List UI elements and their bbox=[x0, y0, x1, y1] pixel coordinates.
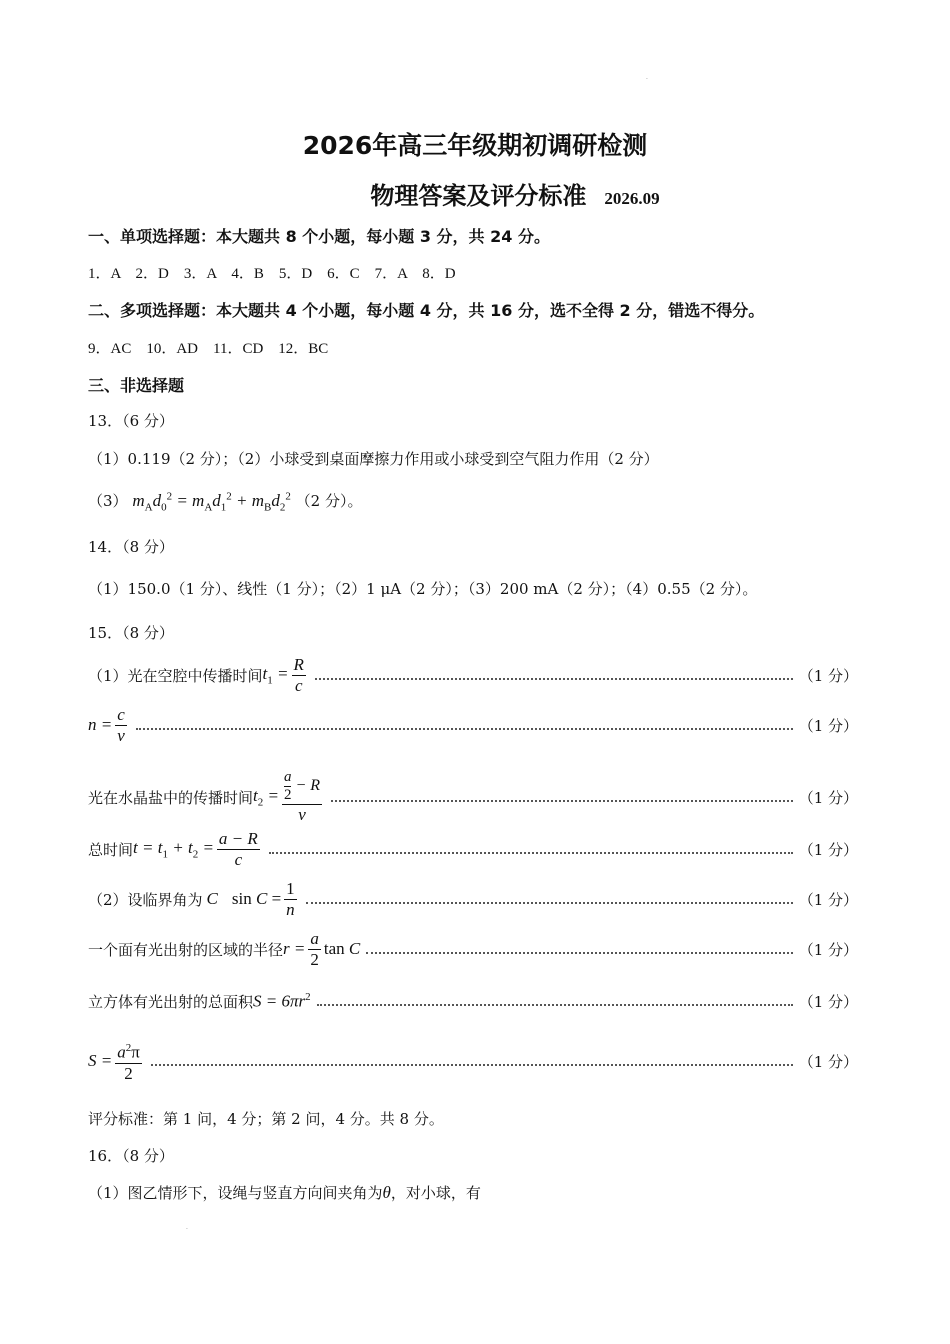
q15-row2 bbox=[88, 700, 858, 750]
q15-row3-text: 光在水晶盐中的传播时间 bbox=[88, 788, 254, 807]
q15-row1-fraction: $\frac{R}{c}$ bbox=[293, 654, 304, 695]
q15-row3 bbox=[88, 762, 858, 832]
dot-leader bbox=[317, 1004, 793, 1006]
speck-mark: · bbox=[186, 1226, 188, 1233]
q15-row5-fraction: $\frac{1}{n}$ bbox=[286, 878, 295, 919]
q15-row8-formula: S = bbox=[88, 1051, 113, 1070]
dot-leader bbox=[315, 678, 793, 680]
q15-row5-score: （1 分） bbox=[798, 890, 858, 909]
q15-row4 bbox=[88, 824, 858, 874]
section1-heading: 一、单项选择题：本大题共 8 个小题，每小题 3 分，共 24 分。 bbox=[88, 227, 550, 246]
q15-row6-score: （1 分） bbox=[798, 940, 858, 959]
q15-row1-formula: $t_1$ = bbox=[262, 663, 289, 687]
dot-leader bbox=[306, 902, 793, 904]
q15-row7 bbox=[88, 976, 858, 1026]
q13-line1: （1）0.119（2 分）；（2）小球受到桌面摩擦力作用或小球受到空气阻力作用（2 分） bbox=[88, 450, 659, 468]
q14-label: 14．（8 分） bbox=[88, 538, 174, 556]
q15-row1 bbox=[88, 650, 858, 700]
q15-row4-formula: $t = t_1 + t_2$ = bbox=[133, 837, 214, 861]
q16-label: 16．（8 分） bbox=[88, 1147, 174, 1165]
q15-row7-text: 立方体有光出射的总面积 bbox=[88, 992, 254, 1011]
dot-leader bbox=[269, 852, 793, 854]
q16-line1-b: ，对小球，有 bbox=[390, 1184, 481, 1202]
section2-heading: 二、多项选择题：本大题共 4 个小题，每小题 4 分，共 16 分，选不全得 2 分，错选不得分。 bbox=[88, 301, 765, 320]
q15-row8 bbox=[88, 1036, 858, 1086]
q15-row2-score: （1 分） bbox=[798, 716, 858, 735]
q13-line2 bbox=[88, 490, 362, 513]
q15-row5 bbox=[88, 874, 858, 924]
q15-row4-fraction: $\frac{a - R}{c}$ bbox=[218, 828, 258, 869]
q15-row6-tan: tan C bbox=[323, 939, 361, 958]
q15-row4-score: （1 分） bbox=[798, 840, 858, 859]
q15-row8-fraction: $\frac{a^2\pi}{2}$ bbox=[115, 1038, 142, 1084]
q15-row3-fraction: $\frac{a}{2}$ − R v bbox=[283, 769, 321, 824]
q13-label: 13．（6 分） bbox=[88, 412, 174, 430]
section1-answers: 1．A 2．D 3．A 4．B 5．D 6．C 7．A 8．D bbox=[88, 266, 456, 282]
q15-row6-formula: r = bbox=[283, 939, 306, 958]
q16-line1 bbox=[88, 1182, 481, 1203]
q15-row5-var: C bbox=[206, 889, 218, 908]
q13-line2-prefix: （3） bbox=[88, 492, 128, 510]
q15-row2-fraction: $\frac{c}{v}$ bbox=[117, 704, 125, 745]
q13-formula: $m_Ad_0^2 = m_Ad_1^2 + m_Bd_2^2$ bbox=[132, 490, 291, 514]
q15-row1-score: （1 分） bbox=[798, 666, 858, 685]
q15-standard: 评分标准：第 1 问，4 分；第 2 问，4 分。共 8 分。 bbox=[88, 1110, 444, 1128]
q15-row5-formula: sin C = bbox=[231, 889, 282, 908]
q15-row7-score: （1 分） bbox=[798, 992, 858, 1011]
q15-row5-text: （2）设临界角为 bbox=[88, 890, 203, 909]
q15-row8-score: （1 分） bbox=[798, 1052, 858, 1071]
q15-row3-formula: $t_2$ = bbox=[253, 785, 279, 809]
page-subtitle bbox=[40, 176, 950, 211]
q15-row4-text: 总时间 bbox=[88, 840, 134, 859]
subtitle-text: 物理答案及评分标准 bbox=[370, 182, 587, 210]
speck-mark: · bbox=[646, 76, 648, 83]
q15-row6-text: 一个面有光出射的区域的半径 bbox=[88, 940, 284, 959]
dot-leader bbox=[136, 728, 793, 730]
q15-row2-formula: n = bbox=[88, 715, 113, 734]
dot-leader bbox=[151, 1064, 793, 1066]
q15-row1-text: （1）光在空腔中传播时间 bbox=[88, 666, 263, 685]
theta-symbol: θ bbox=[382, 1183, 391, 1202]
subtitle-date: 2026.09 bbox=[604, 189, 660, 208]
q15-row3-score: （1 分） bbox=[798, 788, 858, 807]
q15-row6 bbox=[88, 924, 858, 974]
page-title: 2026年高三年级期初调研检测 bbox=[302, 131, 648, 160]
section2-answers: 9．AC 10．AD 11．CD 12．BC bbox=[88, 341, 329, 357]
dot-leader bbox=[366, 952, 792, 954]
dot-leader bbox=[331, 800, 793, 802]
q14-line1: （1）150.0（1 分）、线性（1 分）；（2）1 μA（2 分）；（3）200 mA（2 分）；（4）0.55（2 分）。 bbox=[88, 580, 758, 598]
q15-row6-fraction: $\frac{a}{2}$ bbox=[310, 928, 319, 969]
q15-label: 15．（8 分） bbox=[88, 624, 174, 642]
q15-row7-formula: $S = 6\pi r^2$ bbox=[253, 990, 311, 1011]
q16-line1-a: （1）图乙情形下，设绳与竖直方向间夹角为 bbox=[88, 1184, 383, 1202]
section3-heading: 三、非选择题 bbox=[88, 376, 185, 395]
q13-line2-suffix: （2 分）。 bbox=[295, 492, 363, 510]
